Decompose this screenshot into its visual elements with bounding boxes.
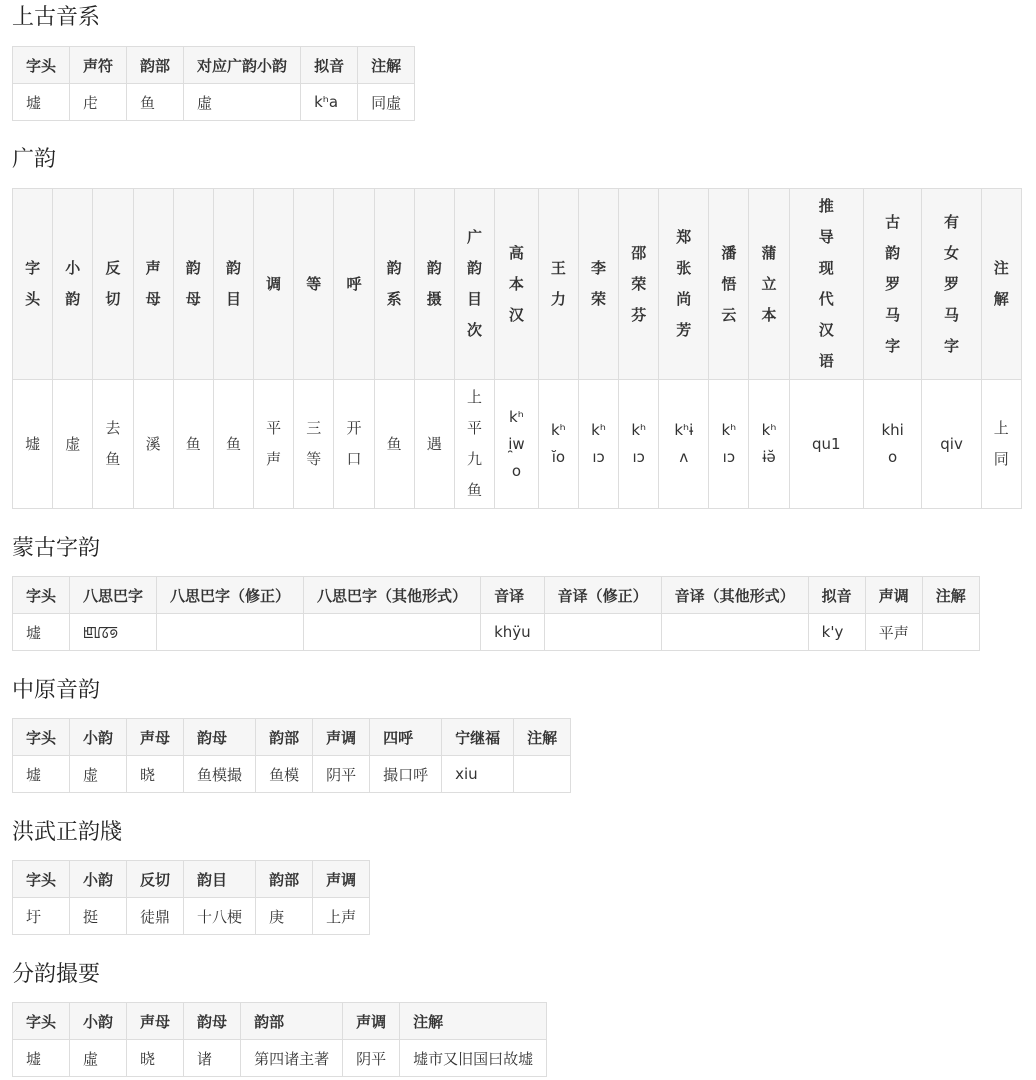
cell-value: 墟 (25, 434, 41, 453)
cell: 墟 (13, 756, 70, 793)
cell: 墟 (13, 84, 70, 121)
cell: 鱼模 (256, 756, 313, 793)
header-label: 反 切 (105, 259, 121, 308)
section-title-hongwu: 洪武正韵牋 (12, 820, 123, 845)
table-header-row (13, 577, 980, 614)
header-cell (709, 189, 749, 380)
cell (133, 380, 173, 509)
cell-value: 上 同 (993, 419, 1009, 468)
cell (619, 380, 659, 509)
header-label: 高 本 汉 (508, 243, 524, 324)
header-label: 韵 目 (225, 259, 241, 308)
header-cell (538, 189, 578, 380)
table-shanggu (12, 46, 415, 121)
cell (374, 380, 414, 509)
header-label: 字 头 (25, 259, 41, 308)
cell: 晓 (127, 1040, 184, 1077)
header-label: 邵 荣 芬 (631, 243, 647, 324)
header-cell: 拟音 (301, 47, 358, 84)
cell: 虚 (70, 756, 127, 793)
cell (578, 380, 618, 509)
cell-value: kʰ ɨə̆ (761, 421, 777, 466)
header-cell: 注解 (358, 47, 415, 84)
cell: 圩 (13, 898, 70, 935)
header-cell: 声母 (127, 1003, 184, 1040)
table-header-row (13, 719, 571, 756)
cell: 墟 (13, 614, 70, 651)
cell-value: qiv (940, 434, 963, 453)
cell (922, 614, 979, 651)
header-cell: 韵部 (127, 47, 184, 84)
table-header-row (13, 861, 370, 898)
cell (173, 380, 213, 509)
cell (334, 380, 374, 509)
header-cell: 对应广韵小韵 (184, 47, 301, 84)
header-cell: 韵部 (256, 719, 313, 756)
header-cell: 字头 (13, 1003, 70, 1040)
header-cell: 声母 (127, 719, 184, 756)
header-label: 呼 (346, 274, 362, 293)
table-header-row (13, 189, 1022, 380)
header-cell: 音译 (481, 577, 545, 614)
header-cell: 声符 (70, 47, 127, 84)
header-label: 蒲 立 本 (761, 243, 777, 324)
table-row (13, 1040, 547, 1077)
section-title-zhongyuan: 中原音韵 (12, 678, 101, 703)
table-guangyun (12, 188, 1022, 509)
cell (749, 380, 789, 509)
header-label: 郑 张 尚 芳 (676, 228, 692, 339)
header-cell: 韵部 (241, 1003, 343, 1040)
cell-value: kʰ ĭo (551, 421, 566, 466)
cell: 阴平 (313, 756, 370, 793)
cell: 墟市又旧国曰故墟 (400, 1040, 547, 1077)
cell: ꡁꡦꡞꡟ (70, 614, 157, 651)
cell: 诸 (184, 1040, 241, 1077)
cell (304, 614, 481, 651)
cell (789, 380, 863, 509)
header-label: 李 荣 (591, 259, 607, 308)
cell (709, 380, 749, 509)
header-cell: 韵母 (184, 1003, 241, 1040)
cell (661, 614, 808, 651)
cell-value: kʰ i̯w o (508, 407, 525, 480)
cell: 上声 (313, 898, 370, 935)
header-cell (578, 189, 618, 380)
cell-value: kʰ ıɔ (721, 421, 737, 466)
cell (981, 380, 1021, 509)
cell-value: 溪 (145, 434, 161, 453)
cell-value: qu1 (811, 434, 841, 453)
cell-value: 鱼 (386, 434, 402, 453)
header-cell (53, 189, 93, 380)
header-cell: 宁继福 (442, 719, 514, 756)
header-cell: 小韵 (70, 861, 127, 898)
cell (157, 614, 304, 651)
cell (538, 380, 578, 509)
header-cell: 字头 (13, 47, 70, 84)
header-label: 注 解 (993, 259, 1009, 308)
table-header-row (13, 47, 415, 84)
cell-value: 平 声 (266, 419, 282, 468)
cell-value: 三 等 (306, 419, 322, 468)
header-cell: 注解 (922, 577, 979, 614)
header-cell: 字头 (13, 861, 70, 898)
cell: kʰa (301, 84, 358, 121)
header-cell (93, 189, 133, 380)
header-label: 等 (306, 274, 322, 293)
cell: xiu (442, 756, 514, 793)
cell-value: kʰ ıɔ (591, 421, 606, 466)
cell-value: 开 口 (346, 419, 362, 468)
cell-value: 上 平 九 鱼 (466, 388, 482, 499)
header-cell (863, 189, 922, 380)
header-label: 古 韵 罗 马 字 (885, 212, 901, 355)
header-label: 潘 悟 云 (721, 243, 737, 324)
header-cell (133, 189, 173, 380)
table-fenyun (12, 1002, 547, 1077)
header-label: 有 女 罗 马 字 (944, 212, 960, 355)
cell (13, 380, 53, 509)
cell (863, 380, 922, 509)
cell (414, 380, 454, 509)
cell: 虛 (184, 84, 301, 121)
table-row (13, 614, 980, 651)
header-cell (619, 189, 659, 380)
header-cell (454, 189, 494, 380)
cell (53, 380, 93, 509)
cell (213, 380, 253, 509)
header-cell: 韵目 (184, 861, 256, 898)
header-cell (254, 189, 294, 380)
cell: khÿu (481, 614, 545, 651)
header-cell (334, 189, 374, 380)
header-cell (294, 189, 334, 380)
cell-value: 鱼 (185, 434, 201, 453)
header-cell: 八思巴字 (70, 577, 157, 614)
header-label: 韵 母 (185, 259, 201, 308)
header-cell: 小韵 (70, 1003, 127, 1040)
cell: 墟 (13, 1040, 70, 1077)
cell: 同虛 (358, 84, 415, 121)
cell: 鱼模撮 (184, 756, 256, 793)
cell: 徒鼎 (127, 898, 184, 935)
cell: 虍 (70, 84, 127, 121)
header-cell: 反切 (127, 861, 184, 898)
header-cell: 注解 (514, 719, 571, 756)
cell-value: 虚 (65, 434, 81, 453)
cell: 晓 (127, 756, 184, 793)
cell-value: kʰ ıɔ (631, 421, 647, 466)
table-row (13, 84, 415, 121)
table-hongwu (12, 860, 370, 935)
header-cell (922, 189, 981, 380)
header-label: 韵 摄 (426, 259, 442, 308)
header-cell (659, 189, 709, 380)
cell (514, 756, 571, 793)
header-cell (13, 189, 53, 380)
header-cell: 声调 (865, 577, 922, 614)
cell: 庚 (256, 898, 313, 935)
header-cell (981, 189, 1021, 380)
cell: 阴平 (343, 1040, 400, 1077)
cell: 虛 (70, 1040, 127, 1077)
header-cell: 音译（修正） (544, 577, 661, 614)
header-cell: 八思巴字（修正） (157, 577, 304, 614)
header-label: 调 (266, 274, 282, 293)
header-cell: 注解 (400, 1003, 547, 1040)
cell (495, 380, 539, 509)
cell-value: kʰɨ ʌ (674, 421, 694, 466)
cell-value: 去 鱼 (105, 419, 121, 468)
cell (454, 380, 494, 509)
cell: 十八梗 (184, 898, 256, 935)
cell (294, 380, 334, 509)
cell: k'y (808, 614, 865, 651)
table-row (13, 756, 571, 793)
header-cell (414, 189, 454, 380)
cell-value: 鱼 (225, 434, 241, 453)
header-cell: 拟音 (808, 577, 865, 614)
header-cell: 韵母 (184, 719, 256, 756)
section-title-fenyun: 分韵撮要 (12, 962, 101, 987)
section-title-menggu: 蒙古字韵 (12, 536, 101, 561)
cell (659, 380, 709, 509)
header-label: 广 韵 目 次 (466, 228, 482, 339)
header-cell (495, 189, 539, 380)
header-cell: 四呼 (370, 719, 442, 756)
header-cell: 声调 (343, 1003, 400, 1040)
cell (254, 380, 294, 509)
cell-value: khi o (881, 421, 904, 466)
table-zhongyuan (12, 718, 571, 793)
header-label: 声 母 (145, 259, 161, 308)
header-label: 推 导 现 代 汉 语 (818, 197, 834, 370)
header-cell: 声调 (313, 719, 370, 756)
section-title-shanggu: 上古音系 (12, 5, 101, 30)
cell: 鱼 (127, 84, 184, 121)
header-cell: 字头 (13, 577, 70, 614)
header-label: 小 韵 (65, 259, 81, 308)
table-menggu (12, 576, 980, 651)
header-cell (173, 189, 213, 380)
header-cell: 声调 (313, 861, 370, 898)
cell: 挺 (70, 898, 127, 935)
header-cell (789, 189, 863, 380)
cell: 平声 (865, 614, 922, 651)
cell (922, 380, 981, 509)
cell (93, 380, 133, 509)
header-cell (213, 189, 253, 380)
header-cell: 韵部 (256, 861, 313, 898)
table-row (13, 898, 370, 935)
cell: 第四诸主著 (241, 1040, 343, 1077)
section-title-guangyun: 广韵 (12, 147, 57, 172)
header-cell (374, 189, 414, 380)
table-row (13, 380, 1022, 509)
header-cell (749, 189, 789, 380)
cell: 撮口呼 (370, 756, 442, 793)
header-cell: 小韵 (70, 719, 127, 756)
cell (544, 614, 661, 651)
header-cell: 字头 (13, 719, 70, 756)
table-header-row (13, 1003, 547, 1040)
header-label: 王 力 (550, 259, 566, 308)
header-cell: 音译（其他形式） (661, 577, 808, 614)
header-label: 韵 系 (386, 259, 402, 308)
header-cell: 八思巴字（其他形式） (304, 577, 481, 614)
cell-value: 遇 (426, 434, 442, 453)
